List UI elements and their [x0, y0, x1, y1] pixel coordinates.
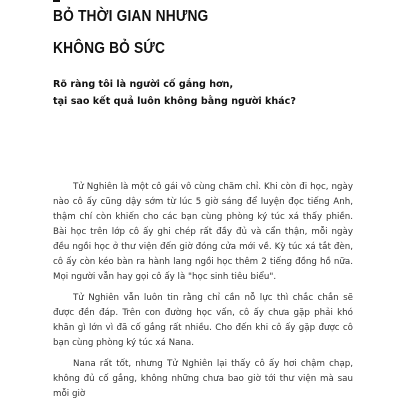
chapter-marker [53, 0, 60, 2]
chapter-title-line-2: KHÔNG BỎ SỨC [53, 40, 166, 57]
chapter-subtitle-line-1: Rõ ràng tôi là người cố gắng hơn, [53, 79, 234, 90]
chapter-title-line-1: BỎ THỜI GIAN NHƯNG [53, 8, 209, 25]
body-text [53, 180, 353, 408]
paragraph: Tử Nghiên vẫn luôn tin rằng chỉ cần nỗ lực thì chắc chắn sẽ được đền đáp. Trên con đường học vấn, cô ấy chưa gặp phải khó khăn gì lớn vì đã cố gắng rất nhiều. Cho đến khi cô ấy gặp được cô bạn cùng phòng ký túc xá Nana. [53, 293, 353, 348]
paragraph: Tử Nghiên là một cô gái vô cùng chăm chỉ. Khi còn đi học, ngày nào cô ấy cũng dậy sớm từ lúc 5 giờ sáng để luyện đọc tiếng Anh, thậm chí còn khiến cho các bạn cùng phòng ký túc xá thấy phiền. Bài học trên lớp cô ấy ghi chép rất đầy đủ và cẩn thận, mỗi ngày đều ngồi học ở thư viện đến giờ đóng cửa mới về. Kỳ túc xá tắt đèn, cô ấy còn kéo bàn ra hành lang ngồi học thêm 2 tiếng đồng hồ nữa. Mọi người vẫn hay gọi cô ấy là "học sinh tiêu biểu". [53, 182, 353, 282]
paragraph: Nana rất tốt, nhưng Tử Nghiên lại thấy cô ấy hơi chậm chạp, không đủ cố gắng, không những chưa bao giờ tới thư viện mà sau mỗi giờ [53, 359, 353, 399]
chapter-subtitle-line-2: tại sao kết quả luôn không bằng người khác? [53, 96, 296, 107]
